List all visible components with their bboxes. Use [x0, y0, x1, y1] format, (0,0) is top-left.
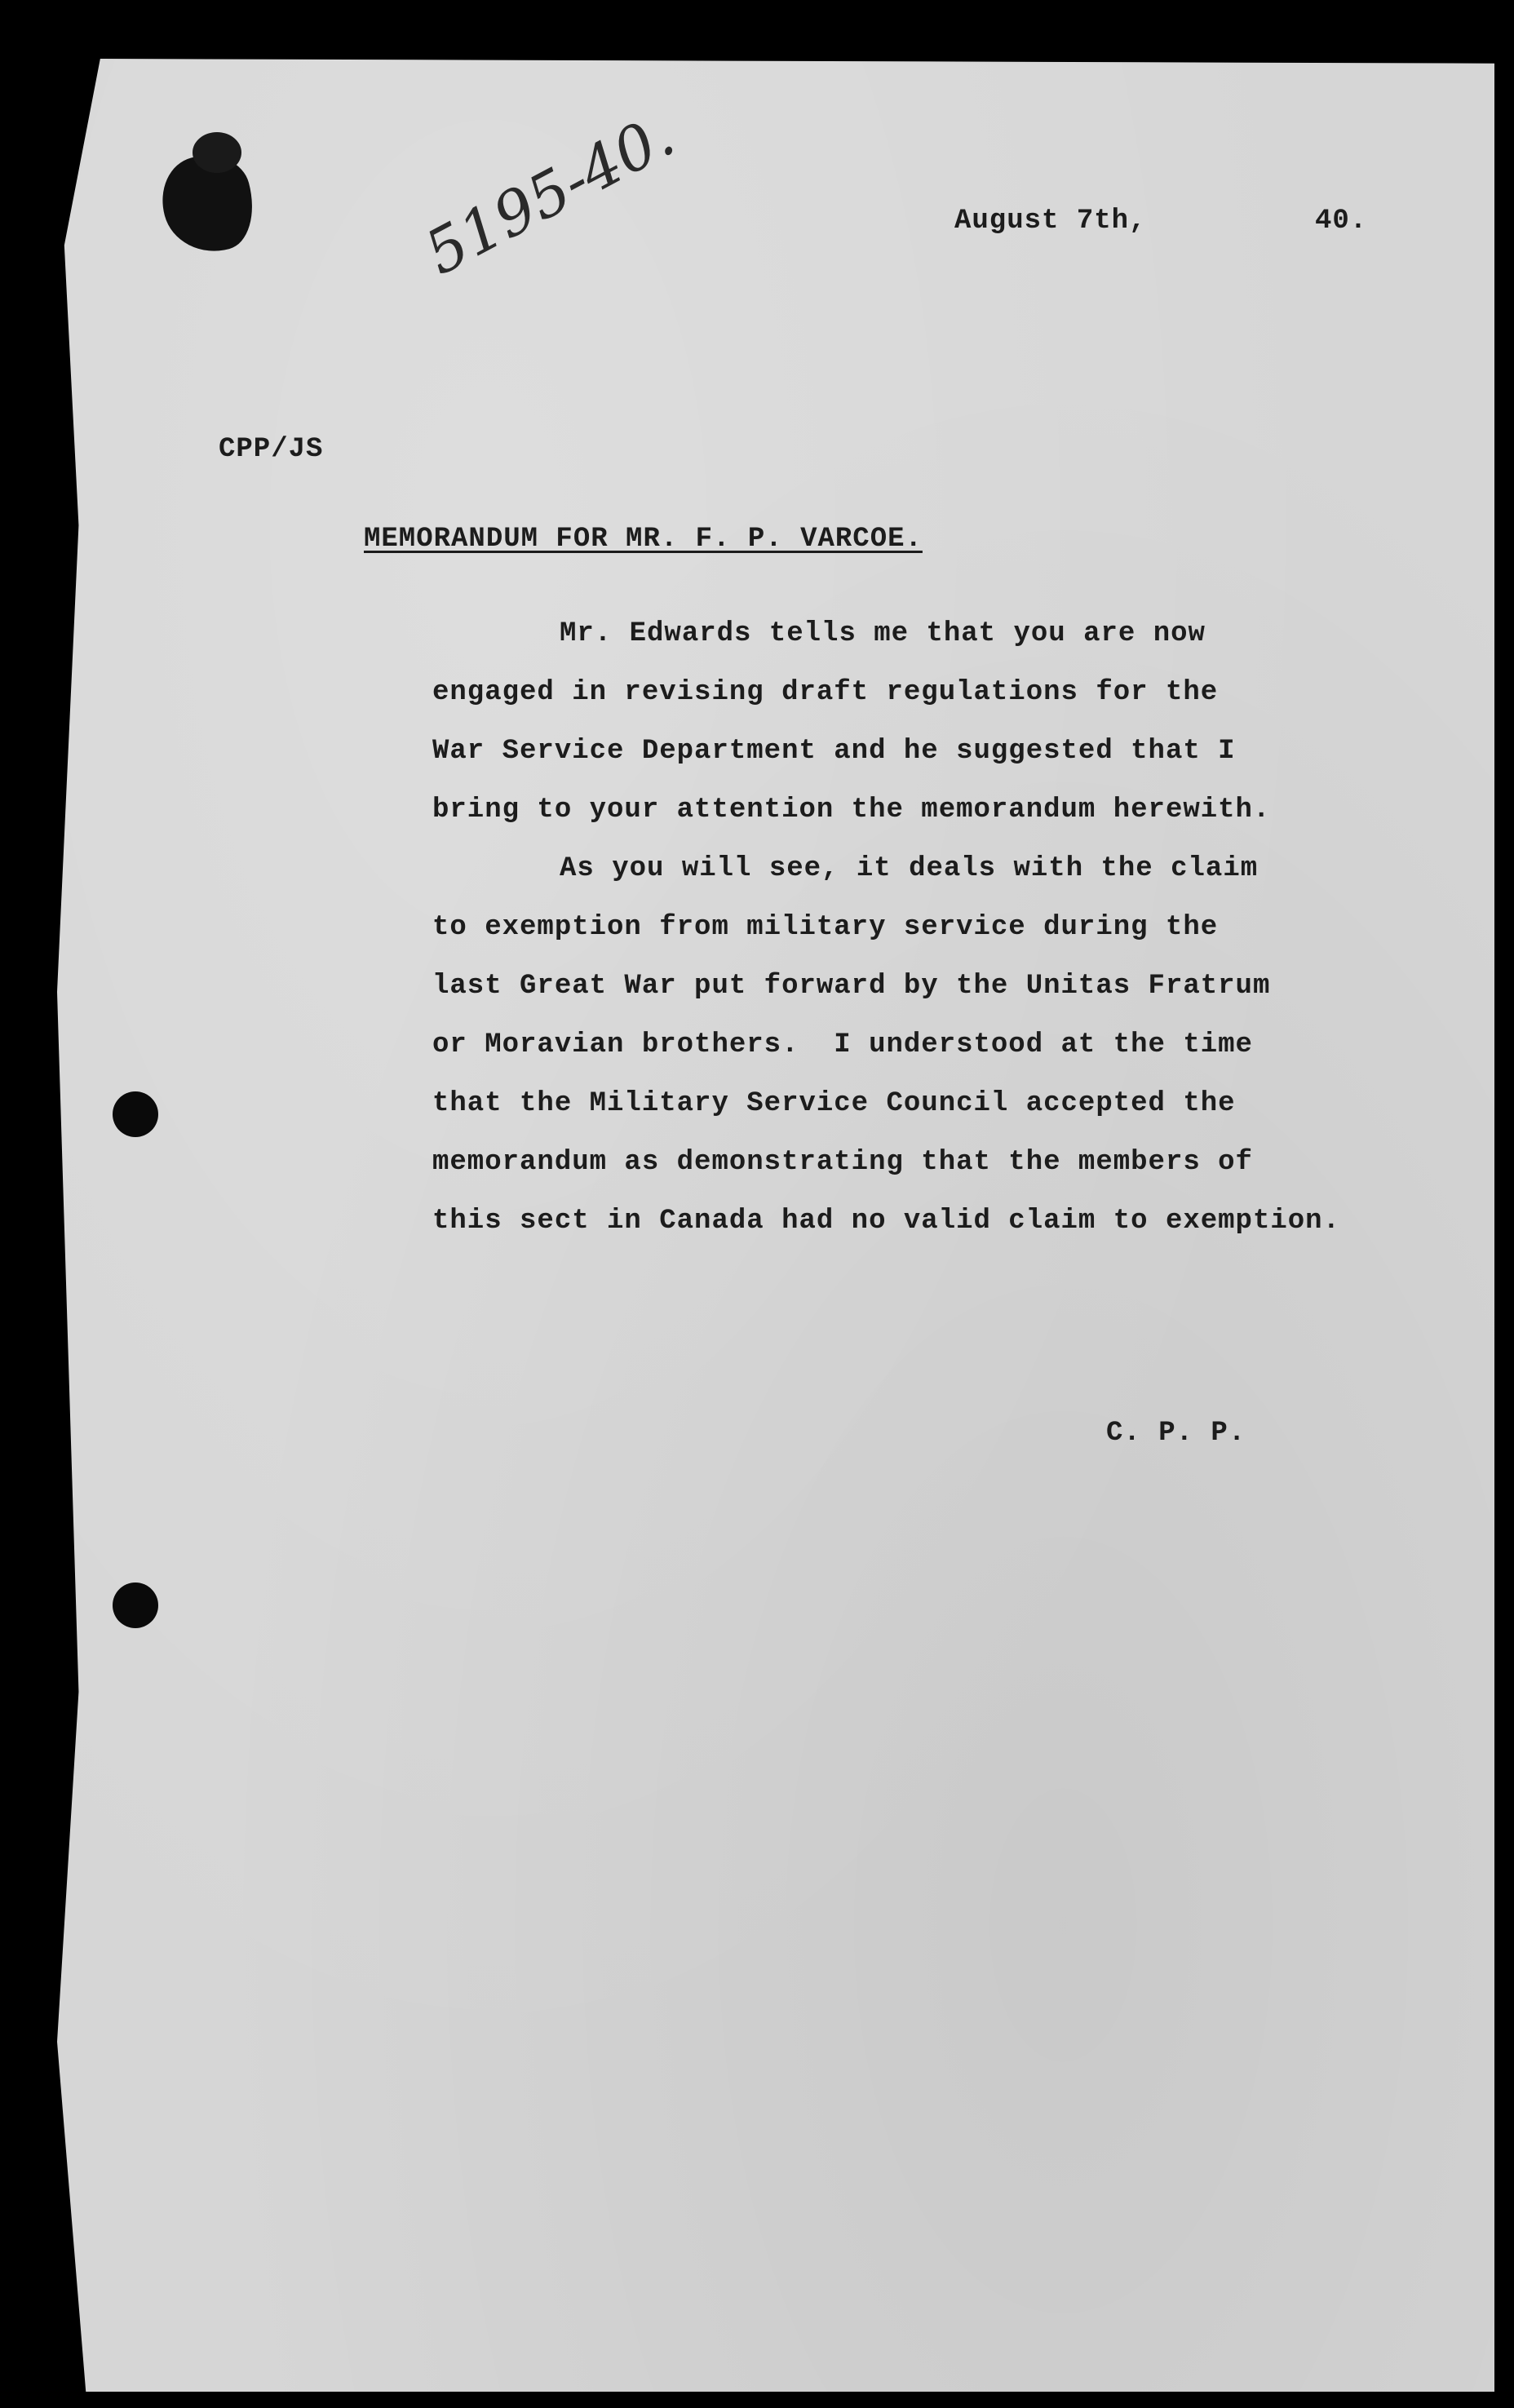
signature-initials: C. P. P. [1106, 1418, 1246, 1449]
punch-hole [113, 1091, 158, 1137]
body-line: to exemption from military service during the [432, 912, 1219, 943]
body-line: that the Military Service Council accepted the [432, 1088, 1236, 1119]
handwritten-file-number: 5195-40. [414, 100, 686, 289]
body-line: this sect in Canada had no valid claim to exemption. [432, 1206, 1340, 1237]
memo-year: 40. [1315, 206, 1368, 237]
body-line: Mr. Edwards tells me that you are now [560, 618, 1206, 649]
reference-initials: CPP/JS [219, 434, 324, 465]
paper-tear-edge [193, 132, 241, 173]
body-line: As you will see, it deals with the claim [560, 853, 1259, 884]
body-line: engaged in revising draft regulations for the [432, 677, 1219, 708]
body-line: last Great War put forward by the Unitas Fratrum [432, 971, 1271, 1002]
body-line: memorandum as demonstrating that the members of [432, 1147, 1253, 1178]
body-line: or Moravian brothers. I understood at the time [432, 1029, 1253, 1060]
memo-date: August 7th, [954, 206, 1147, 237]
memo-heading: MEMORANDUM FOR MR. F. P. VARCOE. [364, 524, 923, 555]
punch-hole [113, 1582, 158, 1628]
body-line: War Service Department and he suggested that I [432, 736, 1236, 767]
body-line: bring to your attention the memorandum herewith. [432, 795, 1271, 826]
